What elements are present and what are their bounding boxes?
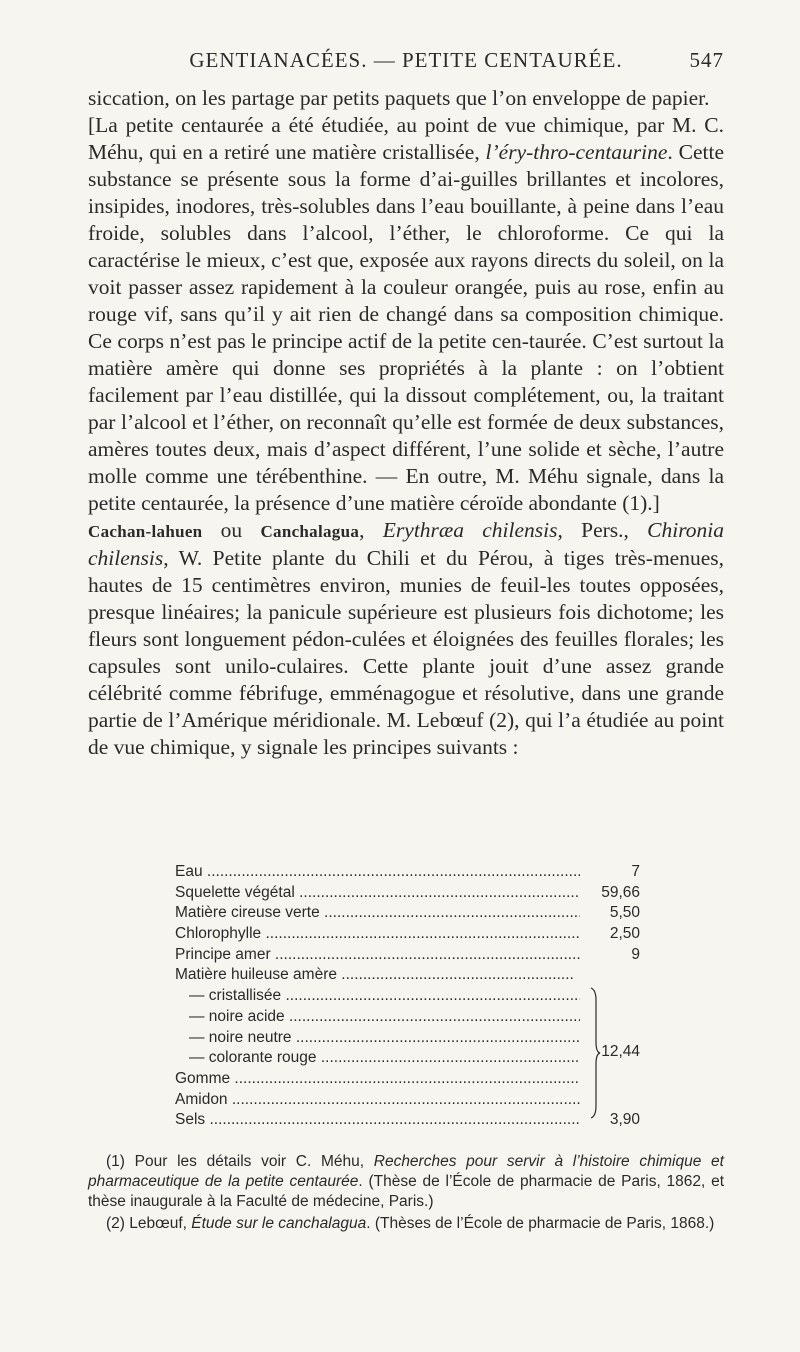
footnote-2: (2) Lebœuf, Étude sur le canchalagua. (Thèses de l’École de pharmacie de Paris, 1868.) (106, 1215, 715, 1232)
paragraph-3 (88, 517, 724, 761)
table-row: Matière cireuse verte ..... 5,50 (175, 903, 640, 924)
paragraph-2 (88, 112, 724, 517)
species-erythraea: Erythræa chilensis (382, 518, 558, 542)
table-row: Eau ..... 7 (175, 862, 640, 883)
table-row: Gomme ..... (175, 1069, 640, 1090)
paragraph-1-text: siccation, on les partage par petits paquets que l’on enveloppe de papier. (88, 86, 710, 110)
table-row: Matière huileuse amère ..... (175, 965, 640, 986)
footnote-1: (1) Pour les détails voir C. Méhu, Recherches pour servir à l’histoire chimique et pharmaceutique de la petite centaurée. (Thèse de l’École de pharmacie de Paris, 1862, et thèse inaugurale à la Faculté de médecine, Paris.) (88, 1153, 725, 1210)
paragraph-3-rest: , W. Petite plante du Chili et du Pérou, à tiges très-menues, hautes de 15 centimètres environ, munies de feuil-les toutes opposées, presque linéaires; la panicule supérieure est plusieurs fois dichotome; les fleurs sont longuement pédon-culées et éloignées des feuilles florales; les capsules sont unilo-culaires. Cette plante jouit d’une assez grande célébrité comme fébrifuge, emménagogue et résolutive, dans une grande partie de l’Amérique méridionale. M. Lebœuf (2), qui l’a étudiée au point de vue chimique, y signale les principes suivants : (88, 546, 724, 759)
table-row: — noire acide ..... (175, 1007, 640, 1028)
species-author: , Pers., (557, 518, 648, 542)
paragraph-2-start: [La petite centaurée a été étudiée, au point de vue chimique, par M. C. Méhu, qui en a retiré une matière cristallisée, (88, 113, 724, 164)
table-row: — cristallisée ..... (175, 986, 640, 1007)
grouped-value: 12,44 (601, 1043, 640, 1060)
entry-name-cachan-lahuen: Cachan-lahuen (88, 522, 203, 541)
main-text (88, 85, 724, 761)
entry-or: ou (202, 518, 261, 542)
paragraph-2-end: . Cette substance se présente sous la forme d’ai-guilles brillantes et incolores, insipides, inodores, très-solubles dans l’eau bouillante, à peine dans l’eau froide, solubles dans l’alcool, l’éther, le chloroforme. Ce qui la caractérise le mieux, c’est que, exposée aux rayons directs du soleil, on la voit passer assez rapidement à la couleur orangée, puis au rose, enfin au rouge vif, sans qu’il y ait rien de changé dans sa composition chimique. Ce corps n’est pas le principe actif de la petite cen-taurée. C’est surtout la matière amère qui donne ses propriétés à la plante : on l’obtient facilement par l’eau distillée, qui la dissout complétement, ou, la traitant par l’alcool et l’éther, on reconnaît qu’elle est formée de deux substances, amères toutes deux, mais d’aspect différent, l’une solide et sèche, l’autre molle comme une térébenthine. — En outre, M. Méhu signale, dans la petite centaurée, la présence d’une matière céroïde abondante (1).] (88, 140, 724, 515)
footnotes (88, 1152, 724, 1236)
entry-sep: , (359, 518, 383, 542)
table-row: — noire neutre ..... (175, 1028, 640, 1049)
composition-table (175, 862, 640, 1131)
species-chironia: Chironia chilensis (88, 518, 725, 570)
table-row: Principe amer ..... 9 (175, 945, 640, 966)
table-row: Chlorophylle ..... 2,50 (175, 924, 640, 945)
table-row: Squelette végétal ..... 59,66 (175, 883, 640, 904)
table-row: Amidon ..... (175, 1090, 640, 1111)
erythrocentaurine-term: l’éry-thro-centaurine (485, 140, 668, 164)
table-row: Sels ..... 3,90 (175, 1110, 640, 1131)
table-row: — colorante rouge ..... (175, 1048, 640, 1069)
header-title: GENTIANACÉES. — PETITE CENTAURÉE. (189, 48, 623, 72)
entry-name-canchalagua: Canchalagua (260, 522, 360, 541)
page-number: 547 (689, 48, 724, 72)
paragraph-1 (88, 85, 724, 112)
